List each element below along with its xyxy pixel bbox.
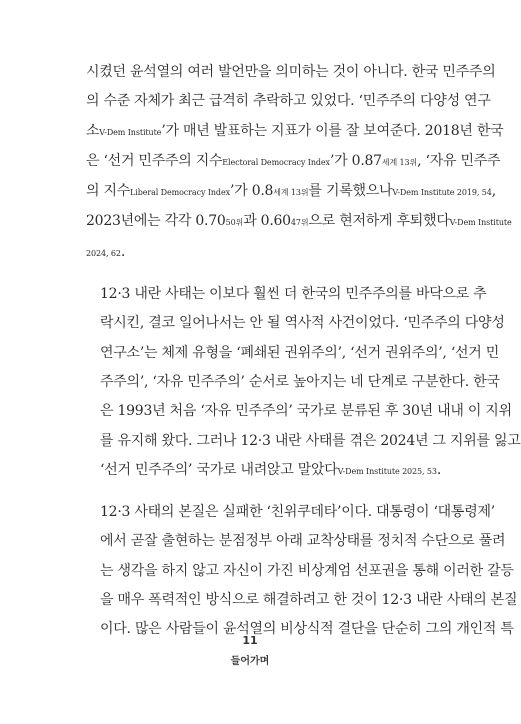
page-number: 11 <box>242 634 258 647</box>
citation-text: 세계 13위 <box>381 157 418 167</box>
text-segment: 연구소’는 체제 유형을 ‘폐쇄된 권위주의’, ‘선거 권위주의’, ‘선거 민 <box>100 344 500 361</box>
text-segment: 시켰던 윤석열의 여러 발언만을 의미하는 것이 아니다. 한국 민주주의 <box>86 64 496 80</box>
text-line <box>100 456 460 486</box>
text-segment: ’가 0.8 <box>230 183 274 200</box>
text-segment: ’가 0.87 <box>329 152 382 169</box>
citation-text: V-Dem Institute <box>99 127 162 137</box>
text-line <box>100 397 512 426</box>
body-text <box>86 58 521 645</box>
text-line <box>100 427 521 456</box>
text-segment: , ‘자유 민주주 <box>417 152 501 169</box>
text-segment: 으로 현저하게 후퇴했다 <box>308 213 450 230</box>
citation-text: V-Dem Institute 2019, 54 <box>392 188 492 198</box>
text-line <box>86 147 501 177</box>
text-segment: . <box>436 461 442 478</box>
text-segment: 은 1993년 처음 ‘자유 민주주의’ 국가로 분류된 후 30년 내내 이 지위 <box>100 403 512 420</box>
text-line <box>100 586 518 615</box>
paragraph-3 <box>86 498 518 644</box>
text-segment: 을 매우 폭력적인 방식으로 해결하려고 한 것이 12·3 내란 사태의 본질 <box>100 592 518 609</box>
text-line <box>100 368 500 397</box>
text-segment: ’가 매년 발표하는 지표가 이를 잘 보여준다. 2018년 한국 <box>161 122 504 139</box>
text-segment: 2023년에는 각각 0.70 <box>86 213 226 230</box>
text-segment: 12·3 내란 사태는 이보다 훨씬 더 한국의 민주주의를 바닥으로 추 <box>100 286 487 303</box>
section-title: 들어가며 <box>230 656 270 667</box>
text-segment: 를 유지해 왔다. 그러나 12·3 내란 사태를 겪은 2024년 그 지위를 잃고 <box>100 432 521 449</box>
paragraph-2 <box>86 280 521 486</box>
citation-text: Electoral Democracy Index <box>222 157 330 167</box>
text-line <box>100 339 500 368</box>
text-segment: 의 지수 <box>86 183 131 200</box>
text-segment: 는 생각을 하지 않고 자신이 가진 비상계엄 선포권을 통해 이러한 갈등 <box>100 562 514 579</box>
text-line <box>86 117 504 147</box>
text-segment: 의 수준 자체가 최근 급격히 추락하고 있었다. ‘민주주의 다양성 연구 <box>86 93 491 110</box>
text-segment: 에서 곧잘 출현하는 분점정부 아래 교착상태를 정치적 수단으로 풀려 <box>100 533 506 550</box>
text-segment: 12·3 사태의 본질은 실패한 ‘친위쿠데타’이다. 대통령이 ‘대통령제’ <box>100 504 495 521</box>
text-segment: , <box>491 183 496 200</box>
text-segment: 이다. 많은 사람들이 윤석열의 비상식적 결단을 단순히 그의 개인적 특 <box>100 621 514 638</box>
text-line <box>86 177 496 207</box>
text-line <box>100 527 506 556</box>
text-segment: 은 ‘선거 민주주의 지수 <box>86 152 223 169</box>
citation-text: Liberal Democracy Index <box>130 188 231 198</box>
citation-text: 2024, 62 <box>86 248 121 258</box>
text-line <box>100 309 505 338</box>
text-line <box>100 280 487 309</box>
text-line <box>100 557 514 586</box>
text-segment: 주주의’, ‘자유 민주주의’ 순서로 높아지는 네 단계로 구분한다. 한국 <box>100 373 500 390</box>
text-line <box>86 58 496 87</box>
text-line <box>86 207 512 237</box>
text-segment: 락시킨, 결코 일어나서는 안 될 역사적 사건이었다. ‘민주주의 다양성 <box>100 315 505 332</box>
citation-text: 47위 <box>290 218 309 228</box>
text-line <box>100 498 495 527</box>
text-line <box>86 238 460 268</box>
text-segment: 를 기록했으나 <box>308 183 393 200</box>
text-segment: ‘선거 민주주의’ 국가로 내려앉고 말았다 <box>100 461 338 478</box>
citation-text: 50위 <box>225 218 244 228</box>
text-segment: 과 0.60 <box>243 213 291 230</box>
text-line <box>86 87 491 116</box>
citation-text: 세계 13위 <box>273 188 309 198</box>
citation-text: V-Dem Institute 2025, 53 <box>337 466 437 476</box>
text-segment: 소 <box>86 122 100 139</box>
text-segment: . <box>120 243 126 260</box>
paragraph-1 <box>86 58 512 268</box>
citation-text: V-Dem Institute <box>449 218 512 228</box>
